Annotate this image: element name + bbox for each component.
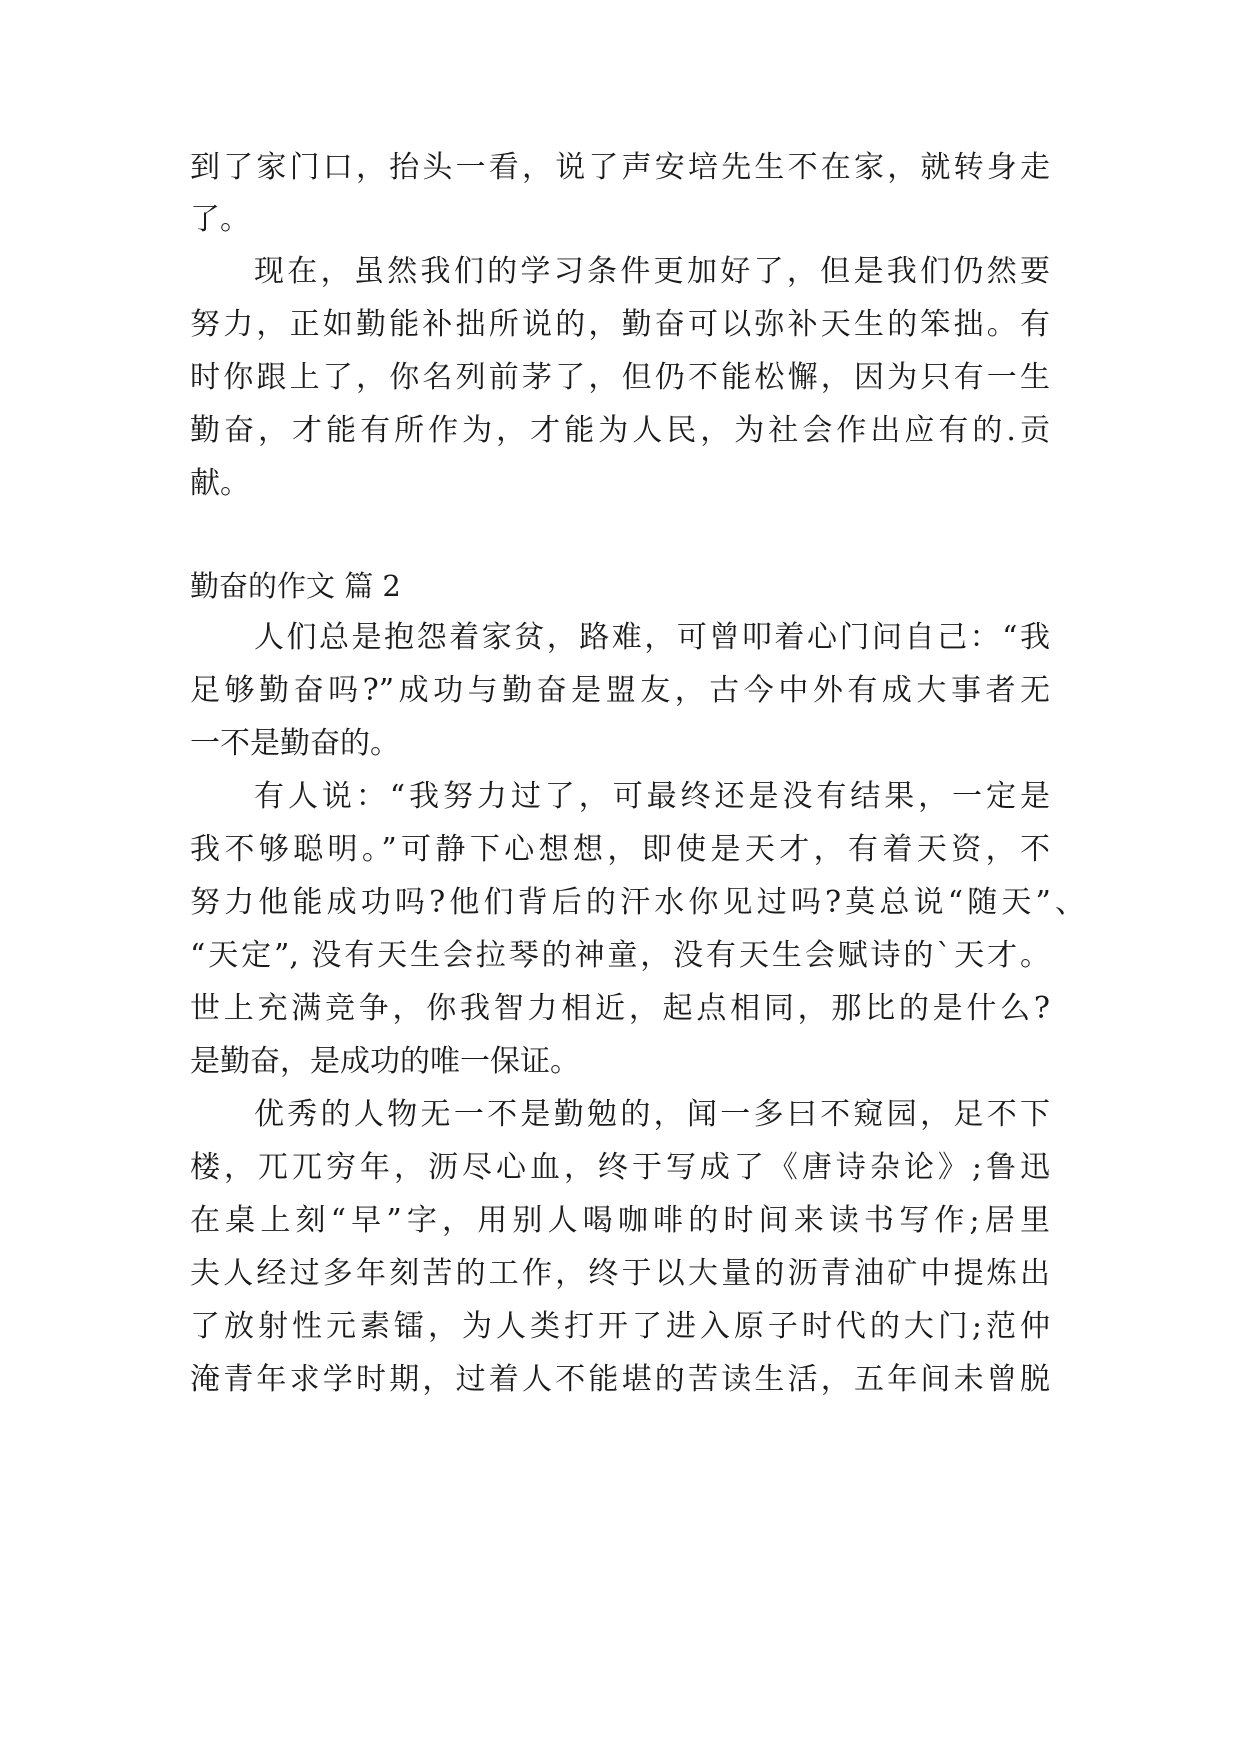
text-line: 在桌上刻“早”字，用别人喝咖啡的时间来读书写作;居里 [190, 1203, 1050, 1238]
text-line: 努力他能成功吗?他们背后的汗水你见过吗?莫总说“随天”、 [190, 885, 1085, 920]
paragraph-first-line: 有人说：“我努力过了，可最终还是没有结果，一定是 [254, 779, 1050, 814]
text-line: 努力，正如勤能补拙所说的，勤奋可以弥补天生的笨拙。有 [190, 307, 1050, 342]
text-line: 了。 [190, 202, 250, 237]
text-line: 我不够聪明。”可静下心想想，即使是天才，有着天资，不 [190, 832, 1050, 867]
text-line: 了放射性元素镭，为人类打开了进入原子时代的大门;范仲 [190, 1309, 1050, 1344]
text-line: 献。 [190, 466, 250, 501]
paragraph-first-line: 优秀的人物无一不是勤勉的，闻一多曰不窥园，足不下 [254, 1097, 1050, 1132]
paragraph-first-line: 人们总是抱怨着家贫，路难，可曾叩着心门问自己：“我 [254, 620, 1050, 655]
text-line: 是勤奋，是成功的唯一保证。 [190, 1044, 580, 1079]
section-heading: 勤奋的作文 篇 2 [190, 569, 401, 603]
text-line: “天定”, 没有天生会拉琴的神童，没有天生会赋诗的`天才。 [190, 938, 1050, 973]
text-line: 淹青年求学时期，过着人不能堪的苦读生活，五年间未曾脱 [190, 1362, 1050, 1397]
text-line: 勤奋，才能有所作为，才能为人民，为社会作出应有的.贡 [190, 413, 1050, 448]
text-line: 夫人经过多年刻苦的工作，终于以大量的沥青油矿中提炼出 [190, 1256, 1050, 1291]
text-line: 世上充满竞争，你我智力相近，起点相同，那比的是什么? [190, 991, 1050, 1026]
text-line: 一不是勤奋的。 [190, 726, 400, 761]
paragraph-first-line: 现在，虽然我们的学习条件更加好了，但是我们仍然要 [254, 254, 1050, 289]
text-line: 足够勤奋吗?”成功与勤奋是盟友，古今中外有成大事者无 [190, 673, 1050, 708]
text-line: 楼，兀兀穷年，沥尽心血，终于写成了《唐诗杂论》;鲁迅 [190, 1150, 1050, 1185]
text-line: 到了家门口，抬头一看，说了声安培先生不在家，就转身走 [190, 150, 1050, 185]
text-line: 时你跟上了，你名列前茅了，但仍不能松懈，因为只有一生 [190, 360, 1050, 395]
